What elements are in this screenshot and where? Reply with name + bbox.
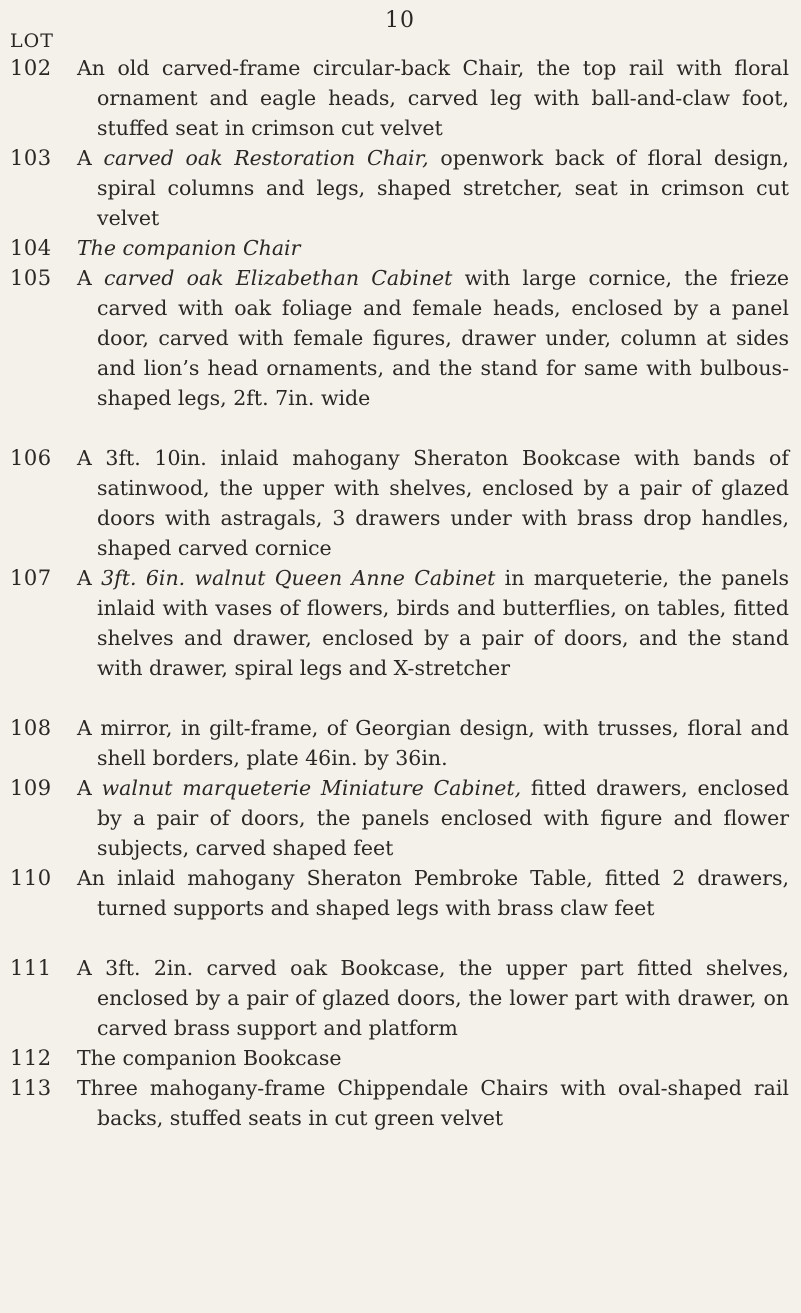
lot-number: 112 [10, 1046, 52, 1070]
lot-number: 106 [10, 446, 52, 470]
lot-description [77, 233, 789, 263]
lot-lead: Three mahogany-frame Chippendale Chairs [77, 1076, 549, 1100]
lot-number: 110 [10, 866, 52, 890]
lot-details: fitted drawers, enclosed by a pair of doors, the panels enclosed with figure and flower subjects, carved shaped feet [97, 776, 789, 860]
lot-details: with large cornice, the frieze carved with oak foliage and female heads, enclosed by a panel door, carved with female figures, drawer under, column at sides and lion’s head ornaments, and the stand for same with bulbous-shaped legs, 2ft. 7in. wide [97, 266, 789, 410]
lot-details: fitted 2 drawers, turned supports and shaped legs with brass claw feet [97, 866, 789, 920]
lot-description [77, 863, 789, 923]
lot-number: 104 [10, 236, 52, 260]
lot-number: 108 [10, 716, 52, 740]
lot-lead: A [77, 776, 92, 800]
lot-lead: The companion Bookcase [77, 1046, 342, 1070]
lot-title: carved oak Elizabethan Cabinet [104, 266, 453, 290]
lot-number: 107 [10, 566, 52, 590]
lot-lead: A 3ft. 10in. inlaid mahogany Sheraton Bookcase [77, 446, 621, 470]
lot-description [77, 143, 789, 233]
lot-title: The companion Chair [77, 236, 301, 260]
lot-number: 105 [10, 266, 52, 290]
lot-description [77, 563, 789, 683]
lot-description [77, 53, 789, 143]
lot-details: with oval-shaped rail backs, stuffed seats in cut green velvet [97, 1076, 789, 1130]
lot-details: the upper part fitted shelves, enclosed by a pair of glazed doors, the lower part with drawer, on carved brass support and platform [97, 956, 789, 1040]
lot-number: 109 [10, 776, 52, 800]
lot-description [77, 1043, 789, 1073]
lot-lead: An inlaid mahogany Sheraton Pembroke Table, [77, 866, 593, 890]
lot-lead: A [77, 566, 92, 590]
lot-number: 111 [10, 956, 52, 980]
page-number: 10 [385, 8, 415, 33]
lot-title: carved oak Restoration Chair, [103, 146, 429, 170]
lot-lead: A mirror, in gilt-frame, of Georgian design, [77, 716, 535, 740]
lot-description [77, 953, 789, 1043]
lot-title: walnut marqueterie Miniature Cabinet, [101, 776, 522, 800]
lot-details: in marqueterie, the panels inlaid with vases of flowers, birds and butterflies, on tables, fitted shelves and drawer, enclosed by a pair of doors, and the stand with drawer, spiral legs and X-stretcher [97, 566, 789, 680]
lot-title: 3ft. 6in. walnut Queen Anne Cabinet [101, 566, 496, 590]
lot-details: with trusses, floral and shell borders, plate 46in. by 36in. [97, 716, 789, 770]
lot-details: openwork back of floral design, spiral columns and legs, shaped stretcher, seat in crimson cut velvet [97, 146, 790, 230]
lot-details: with bands of satinwood, the upper with shelves, enclosed by a pair of glazed doors with astragals, 3 drawers under with brass drop handles, shaped carved cornice [97, 446, 789, 560]
lot-lead: A [77, 266, 92, 290]
lot-number: 102 [10, 56, 52, 80]
lot-description [77, 263, 789, 413]
lot-lead: A [77, 146, 92, 170]
lot-lead: A 3ft. 2in. carved oak Bookcase, [77, 956, 446, 980]
lot-number: 113 [10, 1076, 52, 1100]
lot-description [77, 1073, 789, 1133]
lot-column-header: LOT [10, 30, 54, 52]
lot-description [77, 443, 789, 563]
lot-number: 103 [10, 146, 52, 170]
lot-details: the top rail with floral ornament and eagle heads, carved leg with ball-and-claw foot, stuffed seat in crimson cut velvet [97, 56, 789, 140]
lot-description [77, 713, 789, 773]
lot-lead: An old carved-frame circular-back Chair, [77, 56, 525, 80]
lot-description [77, 773, 789, 863]
